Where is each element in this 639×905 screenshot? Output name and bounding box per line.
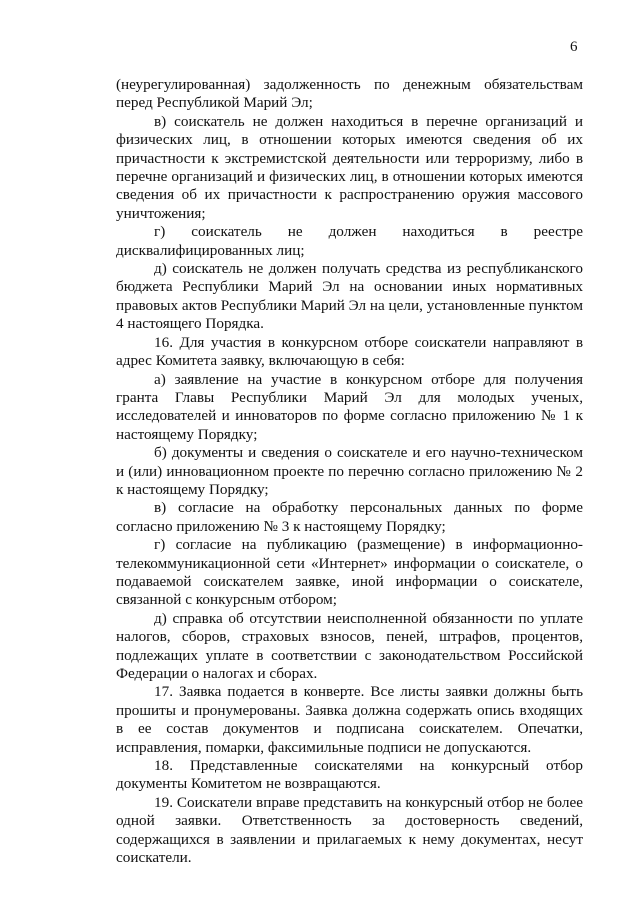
paragraph-continuation-debt: (неурегулированная) задолженность по денежным обязательствам перед Республикой Марий Эл; [116,76,583,112]
paragraph-item-d-budget-funds: д) соискатель не должен получать средства из республиканского бюджета Республики Марий Эл на основании иных нормативных правовых актов Республики Марий Эл на цели, установленные пунктом 4 настоящего Порядка. [116,260,584,333]
paragraph-clause-17: 17. Заявка подается в конверте. Все листы заявки должны быть прошиты и пронумерованы. Заявка должна содержать опись входящих в ее состав документов и подписана соискателем. Опечатки, исправления, помарки, факсимильные подписи не допускаются. [116,683,583,756]
paragraph-clause-16-item-g: г) согласие на публикацию (размещение) в информационно-телекоммуникационной сети «Интернет» информации о соискателе, о подаваемой соискателем заявке, иной информации о соискателе, связанной с конкурсным отбором; [116,536,583,609]
paragraph-item-v-extremism-list: в) соискатель не должен находиться в перечне организаций и физических лиц, в отношении которых имеются сведения об их причастности к экстремистской деятельности или терроризму, либо в перечне организаций и физических лиц, в отношении которых имеются сведения об их причастности к распространению оружия массового уничтожения; [116,112,583,222]
paragraph-clause-16-item-b: б) документы и сведения о соискателе и его научно-техническом и (или) инновационном проекте по перечню согласно приложению № 2 к настоящему Порядку; [116,444,583,498]
page-number: 6 [570,39,578,55]
document-body [116,76,583,867]
paragraph-clause-16-item-d: д) справка об отсутствии неисполненной обязанности по уплате налогов, сборов, страховых взносов, пеней, штрафов, процентов, подлежащих уплате в соответствии с законодательством Российской Федерации о налогах и сборах. [116,609,583,682]
paragraph-clause-16-item-a: а) заявление на участие в конкурсном отборе для получения гранта Главы Республики Марий Эл для молодых ученых, исследователей и инноваторов по форме согласно приложению № 1 к настоящему Порядку; [116,370,583,443]
paragraph-clause-16: 16. Для участия в конкурсном отборе соискатели направляют в адрес Комитета заявку, включающую в себя: [116,333,583,370]
paragraph-clause-16-item-v: в) согласие на обработку персональных данных по форме согласно приложению № 3 к настоящему Порядку; [116,499,583,535]
paragraph-clause-19: 19. Соискатели вправе представить на конкурсный отбор не более одной заявки. Ответственность за достоверность сведений, содержащихся в заявлении и прилагаемых к нему документах, несут соискатели. [116,793,583,867]
paragraph-item-g-disqualified-registry: г) соискатель не должен находиться в реестре дисквалифицированных лиц; [116,223,583,259]
paragraph-clause-18: 18. Представленные соискателями на конкурсный отбор документы Комитетом не возвращаются. [116,757,583,793]
